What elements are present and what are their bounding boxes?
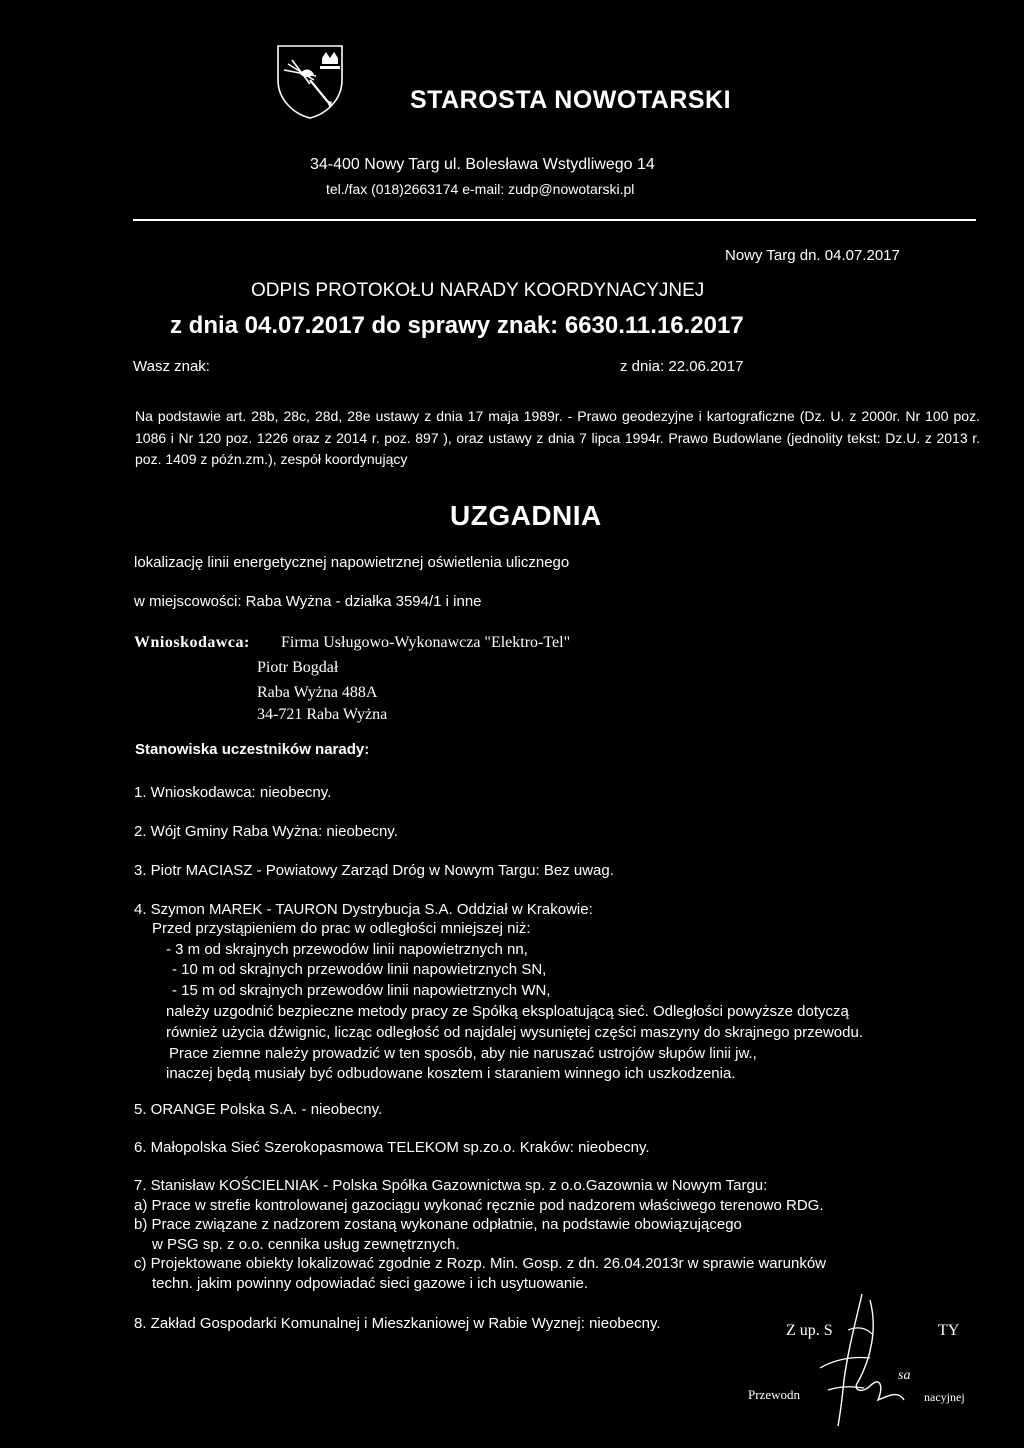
eagle-crest-icon [270,40,350,120]
applicant-name: Piotr Bogdał [257,659,339,676]
applicant-label: Wnioskodawca: [134,634,250,651]
decision-heading: UZGADNIA [450,500,602,531]
stamp-line-end: nacyjnej [924,1390,965,1404]
place-date: Nowy Targ dn. 04.07.2017 [725,247,900,264]
reference-label: Wasz znak: [133,358,210,375]
item4-line: - 10 m od skrajnych przewodów linii napowietrznych SN, [172,961,547,978]
position-item: 1. Wnioskodawca: nieobecny. [134,784,332,801]
item4-line: Prace ziemne należy prowadzić w ten sposób, aby nie naruszać ustrojów słupów linii jw., [169,1045,757,1062]
stamp-line-end: TY [938,1322,960,1339]
location-line: w miejscowości: Raba Wyżna - działka 3594/1 i inne [134,593,482,610]
signature-icon [800,1290,910,1430]
document-subtitle: z dnia 04.07.2017 do sprawy znak: 6630.11.16.2017 [170,312,744,339]
office-contact: tel./fax (018)2663174 e-mail: zudp@nowotarski.pl [326,181,635,197]
stamp-fragment: sa [898,1368,911,1383]
position-item: 5. ORANGE Polska S.A. - nieobecny. [134,1101,383,1118]
stamp-line: Przewodn [748,1387,800,1402]
position-item: 4. Szymon MAREK - TAURON Dystrybucja S.A. Oddział w Krakowie: [134,901,593,918]
item7-line: b) Prace związane z nadzorem zostaną wykonane odpłatnie, na podstawie obowiązującego [134,1216,742,1233]
item4-line: - 15 m od skrajnych przewodów linii napowietrznych WN, [172,982,551,999]
item7-line: c) Projektowane obiekty lokalizować zgodnie z Rozp. Min. Gosp. z dn. 26.04.2013r w sprawie warunków [134,1255,827,1272]
position-item: 2. Wójt Gminy Raba Wyżna: nieobecny. [134,823,398,840]
header-divider [133,219,976,221]
legal-basis-paragraph: Na podstawie art. 28b, 28c, 28d, 28e ustawy z dnia 17 maja 1989r. - Prawo geodezyjne i kartograficzne (Dz. U. z 2000r. Nr 100 poz. 1086 i Nr 120 poz. 1226 oraz z 2014 r. poz. 897 ), oraz ustawy z dnia 7 lipca 1994r. Prawo Budowlane (jednolity tekst: Dz.U. z 2013 r. poz. 1409 z późn.zm.), zespół koordynujący [135,408,980,467]
item4-line: Przed przystąpieniem do prac w odległości mniejszej niż: [152,920,531,937]
stamp-line: Z up. S [786,1322,833,1339]
item4-line: należy uzgodnić bezpieczne metody pracy ze Spółką eksploatującą sieć. Odległości powyższe dotyczą [166,1003,849,1020]
applicant-postal: 34-721 Raba Wyżna [257,706,388,723]
item4-line: - 3 m od skrajnych przewodów linii napowietrznych nn, [166,941,528,958]
position-item: 6. Małopolska Sieć Szerokopasmowa TELEKOM sp.zo.o. Kraków: nieobecny. [134,1139,650,1156]
office-title: STAROSTA NOWOTARSKI [410,86,732,114]
subject-line: lokalizację linii energetycznej napowietrznej oświetlenia ulicznego [134,554,570,571]
position-item: 3. Piotr MACIASZ - Powiatowy Zarząd Dróg w Nowym Targu: Bez uwag. [134,862,614,879]
document-title: ODPIS PROTOKOŁU NARADY KOORDYNACYJNEJ [251,280,705,301]
reference-date: z dnia: 22.06.2017 [620,358,744,375]
item7-line: a) Prace w strefie kontrolowanej gazociągu wykonać ręcznie pod nadzorem właściwego terenowo RDG. [134,1197,824,1214]
position-item: 8. Zakład Gospodarki Komunalnej i Mieszkaniowej w Rabie Wyznej: nieobecny. [134,1315,661,1332]
item7-line: techn. jakim powinny odpowiadać sieci gazowe i ich usytuowanie. [152,1275,589,1292]
position-item: 7. Stanisław KOŚCIELNIAK - Polska Spółka Gazownictwa sp. z o.o.Gazownia w Nowym Targu: [134,1177,768,1194]
positions-heading: Stanowiska uczestników narady: [135,741,370,758]
applicant-address: Raba Wyżna 488A [257,684,378,701]
applicant-firm: Firma Usługowo-Wykonawcza "Elektro-Tel" [281,634,571,651]
item7-line: w PSG sp. z o.o. cennika usług zewnętrznych. [152,1236,460,1253]
item4-line: również użycia dźwignic, licząc odległość od najdalej wysuniętej części maszyny do skrajnego przewodu. [166,1024,864,1041]
item4-line: inaczej będą musiały być odbudowane kosztem i staraniem winnego ich uszkodzenia. [166,1065,736,1082]
office-address: 34-400 Nowy Targ ul. Bolesława Wstydliwego 14 [310,156,655,173]
